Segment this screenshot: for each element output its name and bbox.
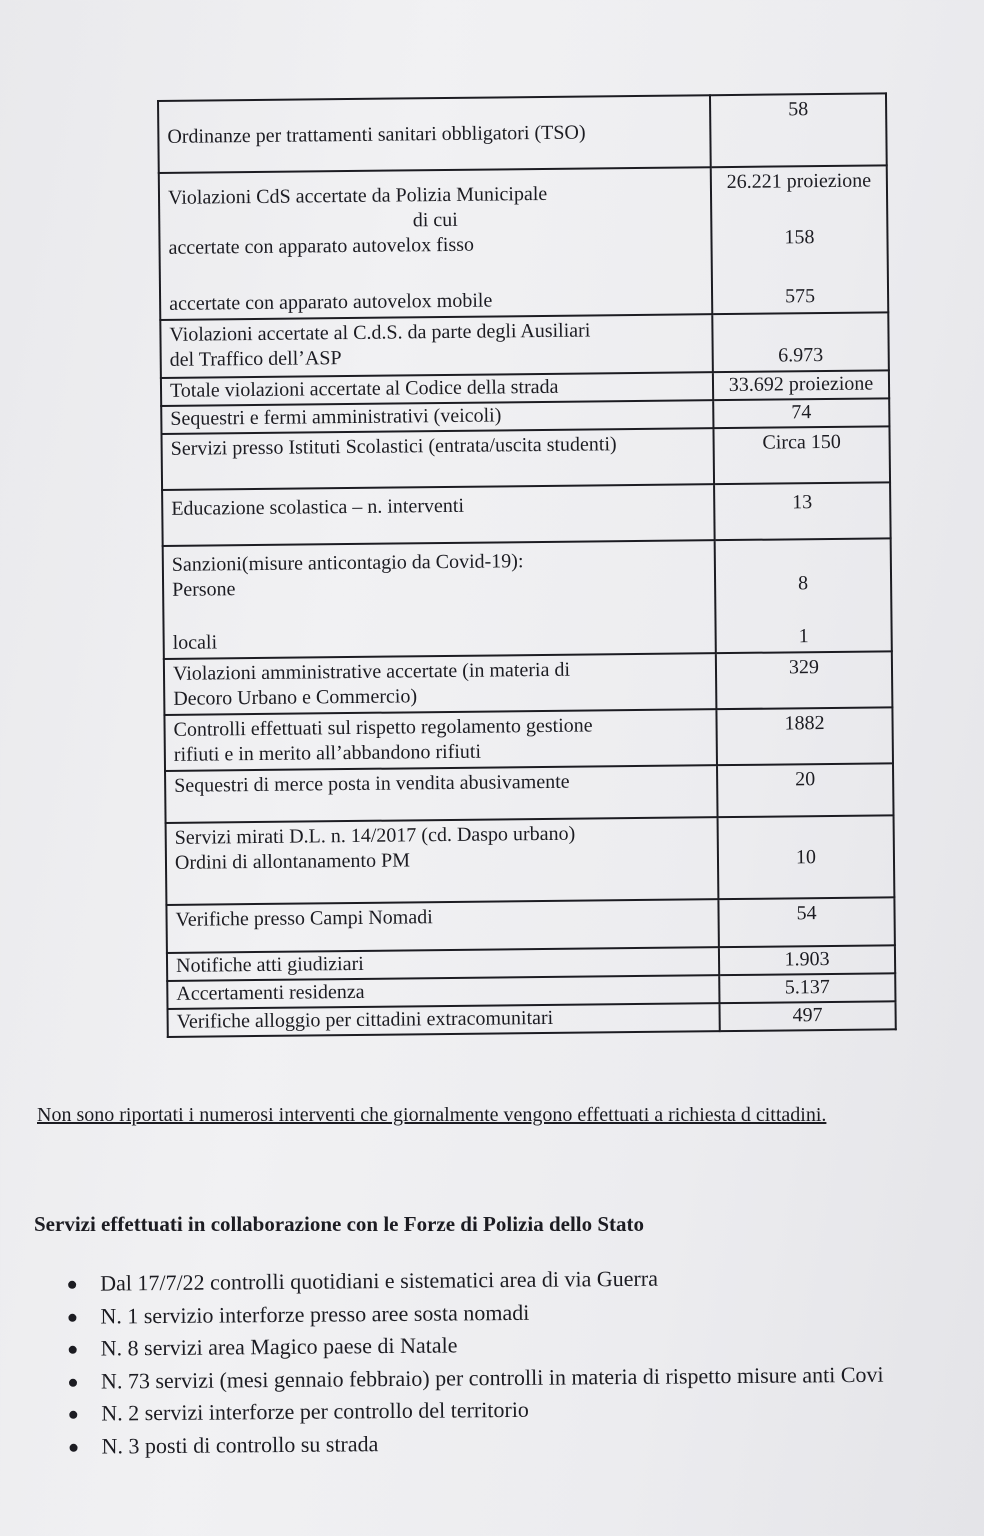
row-label (158, 95, 711, 173)
row-value-text: 33.692 proiezione (728, 372, 874, 397)
sub-label: accertate con apparato autovelox fisso (168, 233, 475, 259)
list-item: N. 73 servizi (mesi gennaio febbraio) per controlli in materia di rispetto misure anti Covi (101, 1357, 984, 1398)
row-label (159, 167, 713, 320)
row-label (160, 314, 713, 378)
row-label-text: Violazioni CdS accertate da Polizia Municipale (167, 182, 548, 209)
row-label-line: Servizi mirati D.L. n. 14/2017 (cd. Daspo urbano) (174, 822, 576, 849)
row-value-text: 6.973 (778, 344, 824, 367)
row-value-text: 329 (788, 656, 820, 679)
row-value (718, 897, 894, 947)
table-row (160, 312, 889, 378)
sub-value: 1 (798, 625, 809, 648)
row-label-line: rifiuti e in merito all’abbandono rifiuti (173, 740, 482, 766)
sub-value: 8 (797, 572, 809, 595)
row-value (713, 370, 889, 400)
row-value (713, 426, 890, 484)
row-label-text: Accertamenti residenza (176, 980, 365, 1005)
row-value (716, 707, 893, 765)
row-label (166, 899, 718, 953)
row-label-text: Totale violazioni accertate al Codice della strada (169, 375, 559, 402)
sub-heading: di cui (412, 208, 458, 232)
row-label (163, 540, 716, 659)
row-value (711, 165, 889, 314)
row-value (718, 815, 895, 899)
row-value (719, 1001, 895, 1031)
row-value (712, 312, 889, 372)
sub-value: 575 (784, 285, 816, 308)
table-row (163, 538, 892, 659)
row-label-text: Sequestri di merce posta in vendita abusivamente (174, 770, 570, 797)
row-value-text: 20 (795, 768, 816, 791)
table-row (165, 763, 894, 823)
table-row (166, 897, 894, 953)
row-label-text: Verifiche alloggio per cittadini extracomunitari (176, 1006, 554, 1033)
list-item: N. 2 servizi interforze per controllo del territorio (101, 1389, 984, 1430)
row-value (715, 538, 892, 653)
row-label (168, 1003, 720, 1037)
row-value (717, 763, 894, 817)
table-row (158, 93, 887, 173)
row-value-text: 1882 (784, 712, 825, 735)
row-value (719, 973, 895, 1003)
row-value (716, 651, 893, 709)
row-value (710, 93, 887, 167)
table-row (162, 482, 891, 546)
list-item: N. 3 posti di controllo su strada (101, 1422, 984, 1463)
sub-label: accertate con apparato autovelox mobile (169, 289, 493, 315)
sub-value: 158 (784, 226, 815, 249)
row-value-text: 5.137 (784, 976, 830, 999)
row-value-text: Circa 150 (762, 430, 841, 454)
statistics-table (157, 92, 897, 1038)
row-label-text: Ordinanze per trattamenti sanitari obbligatori (TSO) (167, 121, 586, 148)
row-label-text: Servizi presso Istituti Scolastici (entrata/uscita studenti) (170, 433, 617, 460)
row-value-text: 26.221 proiezione (726, 169, 872, 194)
row-value-text: 74 (791, 401, 812, 424)
footnote: Non sono riportati i numerosi interventi che giornalmente vengono effettuati a richiesta d cittadini. (37, 1104, 827, 1126)
list-item: N. 1 servizio interforze presso aree sosta nomadi (100, 1292, 984, 1333)
list-item: Dal 17/7/22 controlli quotidiani e sistematici area di via Guerra (100, 1259, 984, 1300)
table-row (161, 426, 890, 490)
row-value-text: 54 (796, 902, 817, 925)
row-value-text: 10 (795, 846, 817, 869)
sub-label: locali (172, 631, 218, 654)
row-value (714, 482, 891, 540)
table-row (164, 651, 893, 715)
row-label-line: del Traffico dell’ASP (169, 347, 342, 371)
table-row (164, 707, 893, 771)
row-label-text: Educazione scolastica – n. interventi (171, 494, 465, 520)
row-label-line: Ordini di allontanamento PM (174, 849, 411, 874)
row-label-line: Controlli effettuati sul rispetto regolamento gestione (173, 714, 593, 741)
row-label-line: Violazioni accertate al C.d.S. da parte degli Ausiliari (169, 319, 591, 346)
row-value-text: 58 (788, 98, 809, 121)
row-value-text: 1.903 (784, 948, 830, 971)
row-value-text: 13 (792, 491, 813, 514)
row-value (713, 398, 889, 428)
row-label-line: Violazioni amministrative accertate (in materia di (172, 658, 571, 685)
row-value-text: 497 (792, 1004, 823, 1027)
section-title: Servizi effettuati in collaborazione con le Forze di Polizia dello Stato (34, 1212, 645, 1236)
list-item: N. 8 servizi area Magico paese di Natale (101, 1324, 984, 1365)
services-list (50, 1259, 984, 1463)
row-label (165, 765, 718, 823)
row-label (164, 653, 717, 715)
row-label (164, 709, 717, 771)
row-label-text: Notifiche atti giudiziari (175, 952, 364, 977)
row-label-text: Verifiche presso Campi Nomadi (175, 906, 433, 931)
row-label (162, 484, 715, 546)
row-label-text: Sanzioni(misure anticontagio da Covid-19): (171, 550, 524, 576)
row-label-line: Decoro Urbano e Commercio) (173, 685, 418, 710)
row-value (719, 945, 895, 975)
row-label (166, 817, 719, 905)
row-label (161, 428, 714, 490)
sub-label: Persone (172, 578, 236, 601)
table-row (159, 165, 888, 320)
table-row (166, 815, 895, 905)
row-label-text: Sequestri e fermi amministrativi (veicoli) (170, 404, 502, 430)
